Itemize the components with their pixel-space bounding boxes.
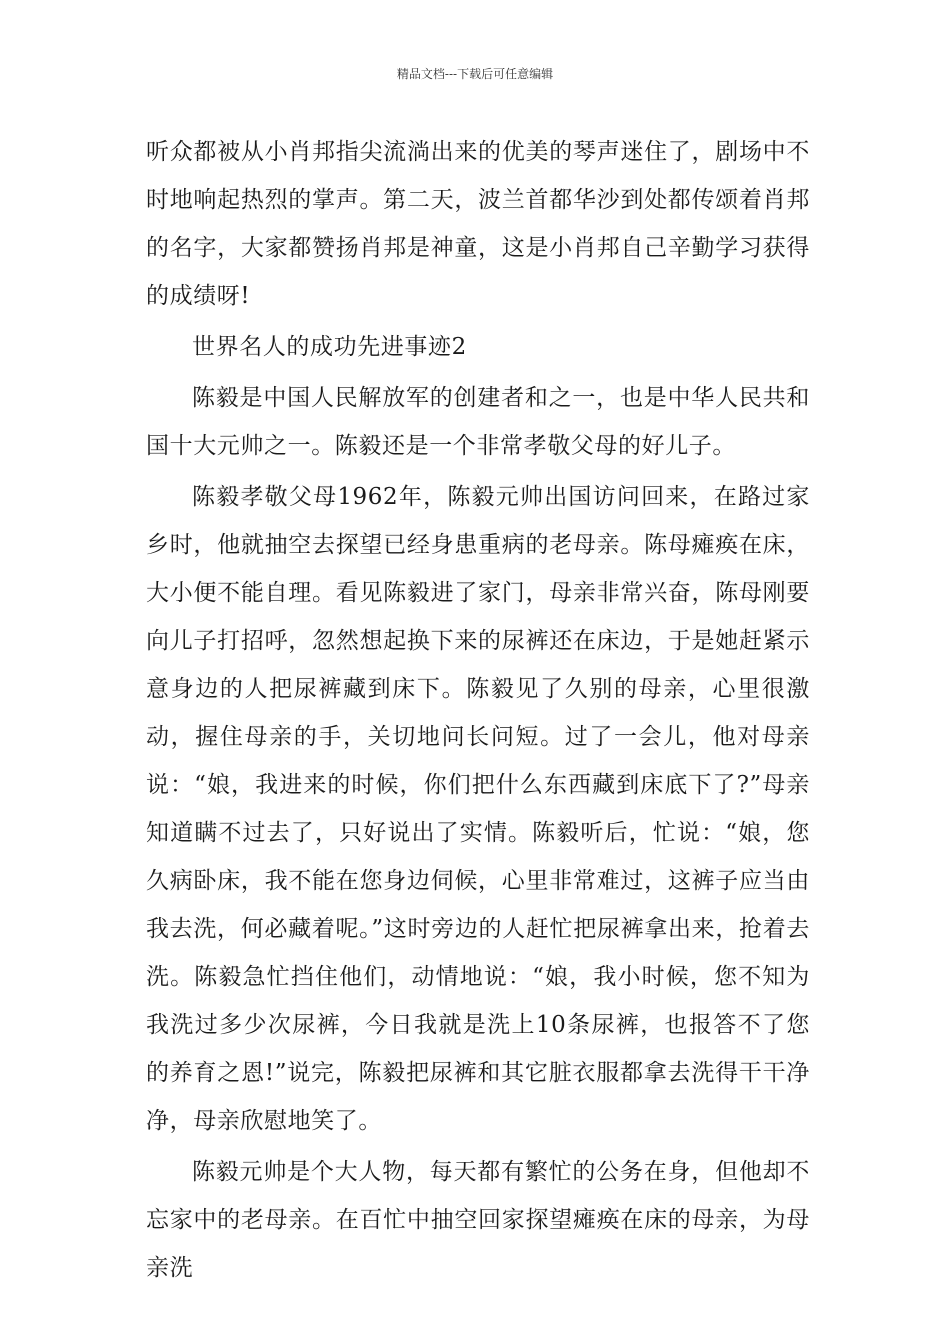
paragraph: 陈毅是中国人民解放军的创建者和之一，也是中华人民共和国十大元帅之一。陈毅还是一个非常孝敬父母的好儿子。 [146,385,810,459]
document-body [146,128,810,1295]
section-heading: 世界名人的成功先进事迹2 [192,334,467,360]
page-header: 精品文档---下载后可任意编辑 [396,67,554,81]
paragraph: 陈毅孝敬父母1962年，陈毅元帅出国访问回来，在路过家乡时，他就抽空去探望已经身患重病的老母亲。陈母瘫痪在床，大小便不能自理。看见陈毅进了家门，母亲非常兴奋，陈母刚要向儿子打招呼，忽然想起换下来的尿裤还在床边，于是她赶紧示意身边的人把尿裤藏到床下。陈毅见了久别的母亲，心里很激动，握住母亲的手，关切地问长问短。过了一会儿，他对母亲说：“娘，我进来的时候，你们把什么东西藏到床底下了?”母亲知道瞒不过去了，只好说出了实情。陈毅听后，忙说：“娘，您久病卧床，我不能在您身边伺候，心里非常难过，这裤子应当由我去洗，何必藏着呢。”这时旁边的人赶忙把尿裤拿出来，抢着去洗。陈毅急忙挡住他们，动情地说：“娘，我小时候，您不知为我洗过多少次尿裤，今日我就是洗上10条尿裤，也报答不了您的养育之恩!”说完，陈毅把尿裤和其它脏衣服都拿去洗得干干净净，母亲欣慰地笑了。 [146,484,810,1134]
paragraph-continuation: 听众都被从小肖邦指尖流淌出来的优美的琴声迷住了，剧场中不时地响起热烈的掌声。第二天，波兰首都华沙到处都传颂着肖邦的名字，大家都赞扬肖邦是神童，这是小肖邦自己辛勤学习获得的成绩呀! [146,139,810,309]
paragraph: 陈毅元帅是个大人物，每天都有繁忙的公务在身，但他却不忘家中的老母亲。在百忙中抽空回家探望瘫痪在床的母亲，为母亲洗 [146,1159,810,1281]
